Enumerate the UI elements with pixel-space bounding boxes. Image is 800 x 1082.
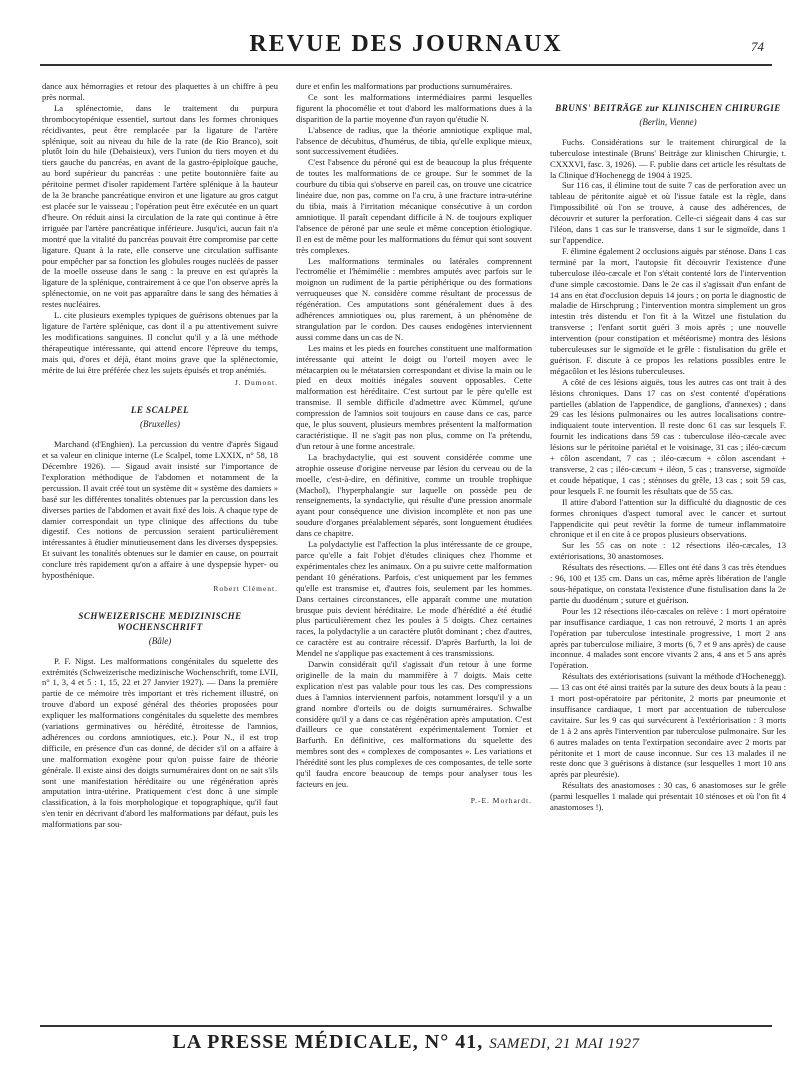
paragraph: Résultats des anastomoses : 30 cas, 6 anastomoses sur le grêle (parmi lesquelles 1 malade qui présentait 10 sténoses et où l'on fit 4 anastomoses !).	[550, 780, 786, 813]
footer-line	[40, 1031, 772, 1054]
header-rule	[40, 64, 772, 66]
section-heading	[42, 405, 278, 430]
section-heading	[550, 103, 786, 128]
paragraph: Darwin considérait qu'il s'agissait d'un retour à une forme originelle de la main du mammifère à 7 doigts. Mais cette explication n'est pas valable pour tous les cas. Des compressions dues à l'amnios interviennent parfois, notamment lorsqu'il y a un grand nombre d'orteils ou de doigts surnuméraires. Schwalbe considère qu'il y a dans ce cas régénération après amputation. C'est d'ailleurs ce que constatèrent expérimentalement Tornier et Barfurth. En définitive, ces malformations du squelette des membres sont des « complexes de composantes ». Les variations et l'hérédité sont les plus complexes de ces composantes, de telle sorte qu'il faudra encore beaucoup de temps pour analyser tous les facteurs en jeu.	[296, 659, 532, 789]
section-heading	[42, 611, 278, 647]
paragraph: La polydactylie est l'affection la plus intéressante de ce groupe, parce qu'elle a fait l'objet d'études cliniques chez l'homme et expérimentales chez les animaux. On a pu suivre cette malformation pendant 10 générations. Parfois, c'est uniquement par les femmes qu'elle est transmise et, d'autres fois, seulement par les hommes. Dans certaines circonstances, elle apparaît comme une mutation brusque puis devient héréditaire. Le mode d'hérédité a été étudié plus particulièrement chez les poules à 5 doigts. Chez certaines races, la polydactylie a un caractère plutôt dominant ; chez d'autres, ce caractère est au contraire récessif. D'après Barfurth, la loi de Mendel ne s'applique pas exactement à ces transmissions.	[296, 539, 532, 659]
section-title: BRUNS' BEITRÄGE zur KLINISCHEN CHIRURGIE	[555, 103, 781, 113]
paragraph: P. F. Nigst. Les malformations congénitales du squelette des extrémités (Schweizerische medizinische Wochenschrift, tome LVII, n° 1, 3, 4 et 5 : 1, 15, 22 et 27 Janvier 1927). — Dans la première partie de ce mémoire très important et très richement illustré, on trouve d'abord un exposé général des théories proposées pour expliquer les malformations congénitales du squelette des membres (variations germinatives ou hérédité, étroitesse de l'amnios, adhérences ou cordons amniotiques, etc.). Pour N., il est trop difficile, en présence d'un cas donné, de décider s'il on a affaire à une malformation exogène pour qu'on puisse faire de théorie générale. Il existe ainsi des doigts surnuméraires dont on ne sait s'ils sont une manifestation héréditaire ou une régénération après amputation intra-utérine. Pratiquement c'est donc à une simple classification, à la fois morphologique et topographique, qu'il faut s'en tenir en décrivant d'abord les malformations par défaut, puis les malformations par sou-	[42, 655, 278, 830]
paragraph: Ce sont les malformations intermédiaires parmi lesquelles figurent la phocomélie et tout d'abord les malformations dues à la disparition de la partie moyenne d'un rayon qu'étudie N.	[296, 91, 532, 124]
paragraph: F. élimine également 2 occlusions aiguës par sténose. Dans 1 cas terminé par la mort, l'autopsie fit découvrir l'existence d'une tuberculose iléo-cæcale et l'on s'était contenté lors de l'intervention d'une simple cæcostomie. Dans le 2e cas il s'agissait d'un enfant de 14 ans en état d'occlusion depuis 14 jours ; on porta le diagnostic de maladie de Hirschprung ; l'intervention montra simplement un gros intestin très distendu et l'on fit à la Witzel une fistulation du transverse ; l'enfant sortit guéri 3 mois après ; une nouvelle intervention (pour constipation et météorisme) montra des lésions tuberculeuses sur le sigmoïde et le grêle : fistulisation du grêle et guérison. F. discute à ce propos les relations possibles entre le mégacôlon et les lésions tuberculeuses.	[550, 245, 786, 376]
page-footer	[40, 1025, 772, 1054]
section-title: LE SCALPEL	[130, 405, 190, 416]
author-signature: P.-E. Morhardt.	[470, 795, 532, 805]
paragraph: Marchand (d'Enghien). La percussion du ventre d'après Sigaud et sa valeur en clinique interne (Le Scalpel, tome LXXIX, n° 58, 18 Décembre 1926). — Sigaud avait insisté sur l'importance de l'exploration méthodique de l'abdomen et notamment de la percussion. Il avait créé tout un système dit « système des damiers » basé sur les différentes tonalités obtenues par la percussion dans les diverses parties de l'abdomen et avait fixé des lois. A chaque type de damier correspondait un type clinique des affections du tube digestif. Ces notions de percussion seraient particulièrement intéressantes à étudier minutieusement dans les diverses dyspepsies. Et suivant les tonalités obtenues sur le damier en cause, on pourrait conclure très rapidement qu'on a affaire à une dyspepsie hyper- ou hyposthénique.	[42, 439, 278, 581]
paragraph: dance aux hémorragies et retour des plaquettes à un chiffre à peu près normal.	[42, 81, 278, 102]
page-header	[40, 31, 772, 67]
paragraph: Les mains et les pieds en fourches constituent une malformation intéressante qui atteint le doigt ou l'orteil moyen avec le métacarpien ou le métatarsien correspondant et divise la main ou le pied en deux moitiés inégales souvent opposables. Cette malformation est héréditaire. C'est surtout par le père qu'elle est transmise. Il semble difficile d'admettre avec Kümmel, qu'une compression de l'amnios soit toujours en cause dans ce cas, parce que, le plus souvent, plusieurs membres présentent la malformation caractéristique. Il ne s'agit pas non plus, comme on l'a prétendu, d'un retour à une forme ancestrale.	[296, 342, 532, 451]
paragraph: Sur 116 cas, il élimine tout de suite 7 cas de perforation avec un tableau de péritonite aiguë et où l'issue fatale est la règle, dans l'impossibilité où l'on se trouve, à cause des adhérences, de découvrir et suturer la perforation. Celle-ci siégeait dans 4 cas sur l'iléon, dans 1 cas sur le transverse, dans 1 sur le sigmoïde, dans 1 sur l'appendice.	[550, 180, 786, 245]
paragraph: Sur les 55 cas on note : 12 résections iléo-cæcales, 13 extériorisations, 30 anastomoses.	[550, 540, 786, 562]
paragraph: A côté de ces lésions aiguës, tous les autres cas ont trait à des lésions chroniques. Dans 17 cas on s'est contenté d'opérations partielles (ablation de l'appendice, de ganglions, d'annexes) ; dans 29 cas les lésions pulmonaires ou les autres localisations contre-indiquaient toute intervention. Il reste donc 61 cas sur lesquels F. fournit les indications dans 59 cas : tuberculose iléo-cæcale avec lésions sur le péritoine pariétal et le voisinage, 31 cas ; iléo-cæcum + côlon ascendant, 7 cas ; iléo-cæcum + côlon ascendant + transverse, 2 cas ; iléo-cæcum + iléon, 5 cas ; transverse, sigmoïde et coude hépatique, 1 cas ; sténoses du grêle, 13 cas ; soit 59 cas, pour lesquels F. ne fournit les résultats que de 55 cas.	[550, 376, 786, 496]
section-place: (Bruxelles)	[140, 419, 180, 430]
journal-section-title: REVUE DES JOURNAUX	[249, 31, 563, 57]
column-1	[42, 81, 278, 1021]
page-number: 74	[751, 39, 764, 54]
paragraph: Fuchs. Considérations sur le traitement chirurgical de la tuberculose intestinale (Bruns' Beiträge zur klinischen Chirurgie, t. CXXXVI, fasc. 3, 1926). — F. publie dans cet article les résultats de la Clinique d'Hochenegg de 1904 à 1925.	[550, 136, 786, 180]
section-place: (Bâle)	[148, 635, 172, 646]
paragraph: dure et enfin les malformations par productions surnuméraires.	[296, 81, 513, 91]
paragraph: Il attire d'abord l'attention sur la difficulté du diagnostic de ces formes chroniques d'aspect tumoral avec le cancer et surtout l'appendicite qui peut revêtir la forme de tumeur inflammatoire chronique et il en cite à ce propos plusieurs observations.	[550, 496, 786, 540]
section-title: SCHWEIZERISCHE MEDIZINISCHE WOCHENSCHRIFT	[78, 610, 242, 632]
column-3	[550, 81, 786, 1021]
author-signature: Robert Clément.	[213, 583, 278, 593]
paragraph: Résultats des extériorisations (suivant la méthode d'Hochenegg). — 13 cas ont été ainsi traités par la suture des deux bouts à la peau : 1 mort post-opératoire par péritonite, 2 morts par pneumonie et insuffisance cardiaque, 1 mort par accentuation de tuberculose cavitaire. Sur les 9 cas qui survécurent à l'extériorisation : 3 morts de 1 à 2 ans après l'intervention par tuberculose pulmonaire. Sur les 6 autres malades on tenta l'extirpation secondaire avec 2 morts par péritonite et 1 mort de cause inconnue. Sur ces 13 malades il ne reste donc que 3 guérisons à distance (sur lesquelles 1 mort 10 ans après par pleurésie).	[550, 671, 786, 780]
paragraph: Pour les 12 résections iléo-cæcales on relève : 1 mort opératoire par insuffisance cardiaque, 1 cas non retrouvé, 2 morts 1 an après l'opération par tuberculose intestinale progressive, 1 mort 2 ans après par tuberculose miliaire, 3 morts (6, 7 et 9 ans après) de cause inconnue. 4 malades sont encore vivants 2 ans, 4 ans et 5 ans après l'opération.	[550, 605, 786, 671]
paragraph: Les malformations terminales ou latérales comprennent l'ectromélie et l'hémimélie : membres amputés avec parfois sur le moignon un rudiment de la partie périphérique ou des formations verruqueuses que N. considère comme résultant de processus de régénération. Ces amputations sont généralement dues à des adhérences amniotiques ou, plus rarement, à un phénomène de strangulation par le cordon. Des causes endogènes interviennent aussi comme dans un cas de N.	[296, 255, 532, 342]
author-signature: J. Dumont.	[234, 378, 278, 388]
issue-date: SAMEDI, 21 MAI 1927	[489, 1036, 640, 1052]
journal-name: LA PRESSE MÉDICALE, N° 41,	[172, 1031, 484, 1053]
paragraph: La brachydactylie, qui est souvent considérée comme une atrophie osseuse d'origine nerveuse par lésion du cerveau ou de la moelle, c'est-à-dire, en définitive, comme un trouble trophique (Machol), l'hyperphalangie sur laquelle on possède peu de renseignements, la syndactylie, qui résulte d'une pression anormale ayant pour conséquence une division incomplète et non pas une soudure d'organes préalablement séparés, sont longuement étudiées dans ce chapitre.	[296, 451, 532, 539]
paragraph: Résultats des résections. — Elles ont été dans 3 cas très étendues : 96, 100 et 135 cm. Dans un cas, même après libération de l'angle sous-hépatique, on constata l'existence d'une fistulisation dans la 2e partie du duodénum ; suture et guérison.	[550, 562, 786, 605]
paragraph: L'absence de radius, que la théorie amniotique explique mal, l'absence de décubitus, d'humérus, de tibia, qu'elle explique mieux, sont successivement étudiées.	[296, 124, 532, 157]
paragraph: La splénectomie, dans le traitement du purpura thrombocytopénique essentiel, surtout dans les formes chroniques récidivantes, peut être remplacée par la ligature de l'artère splénique, soit au niveau du hile de la rate (de Rio Branco), soit plutôt loin du hile (Debaisieux), vers l'union du tiers moyen et du tiers gauche du pancréas, en avant de la gastro-épiploïque gauche, au bord supérieur du pancréas : une petite boutonnière faite au péritoine permet d'isoler rapidement l'artère splénique à la hauteur de la 3e branche pancréatique environ et une ligature au gros catgut est placée sur le vaisseau ; l'opération peut être exécutée en un quart d'heure. On réduit ainsi la circulation de la rate qui continue à être irriguée par l'artère pancréatique inférieure. Jusqu'ici, aucun fait n'a montré que la vitalité du pancréas pouvait être compromise par cette ligature. Quant à la rate, elle conserve une circulation suffisante pour empêcher par sa fonction les globules rouges nucléés de passer de la moelle osseuse dans le sang : la preuve en est qu'après la ligature de la splénique, contrairement à ce que l'on observe après la splénectomie, on ne voit pas apparaître dans le sang des hématies à restes nucléaires.	[42, 102, 278, 310]
column-2	[296, 81, 532, 1021]
footer-rule	[40, 1025, 772, 1027]
paragraph: L. cite plusieurs exemples typiques de guérisons obtenues par la ligature de l'artère splénique, cas dont il a pu attentivement suivre les modifications sanguines. Il conclut qu'il y a là une méthode thérapeutique intéressante, qui attend encore l'épreuve du temps, mais qui, d'ores et déjà, étant moins grave que la splénectomie, mérite de lui être préférée chez les sujets épuisés et trop anémiés.	[42, 310, 278, 375]
paragraph: C'est l'absence du péroné qui est de beaucoup la plus fréquente de toutes les malformations de ce groupe. Sur le sommet de la courbure du tibia qui s'observe en pareil cas, on trouve une cicatrice linéaire due, non pas, comme on l'a cru, à une fracture intra-utérine du tibia, mais à l'irritation mécanique consécutive à un cordon amniotique. Il paraît cependant difficile à N. de toujours expliquer l'absence de péroné par une seule et même conception étiologique. Il en est de même pour les malformations du fémur qui sont souvent très complexes.	[296, 157, 532, 255]
section-place: (Berlin, Vienne)	[639, 116, 697, 127]
